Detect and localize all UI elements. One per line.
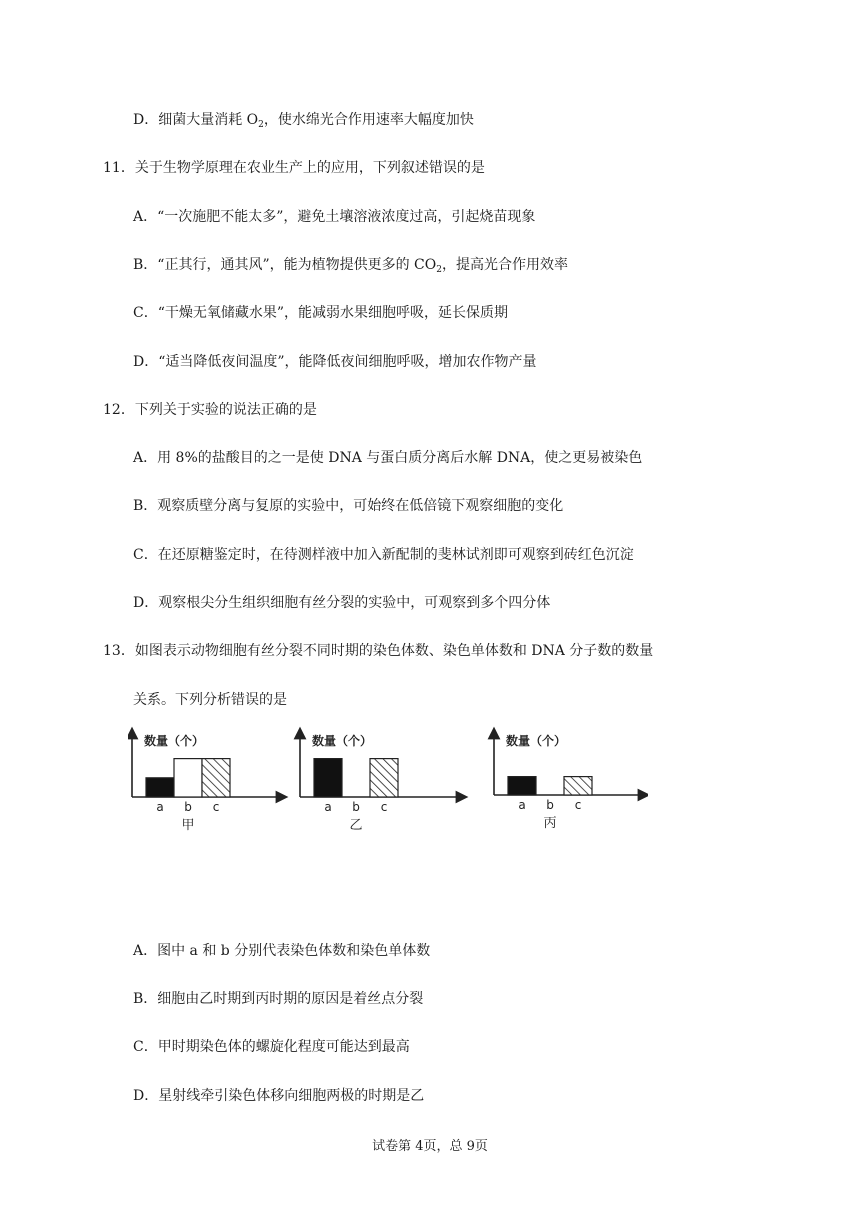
chart-3-ylabel: 数量（个） bbox=[506, 734, 567, 748]
q10-option-d: D．细菌大量消耗 $O_2$，使水绵光合作用速率大幅度加快 bbox=[133, 112, 474, 130]
q13-option-a: A．图中 a 和 b 分别代表染色体数和染色单体数 bbox=[133, 943, 431, 959]
chart-2-tick-a: a bbox=[324, 800, 332, 814]
q13-option-c: C．甲时期染色体的螺旋化程度可能达到最高 bbox=[133, 1039, 410, 1055]
chart-2-tick-b: b bbox=[352, 800, 360, 814]
page-footer: 试卷第 4页，总 9页 bbox=[372, 1139, 488, 1154]
chart-1-tick-c: c bbox=[212, 800, 220, 814]
q12-option-c: C．在还原糖鉴定时，在待测样液中加入新配制的斐林试剂即可观察到砖红色沉淀 bbox=[133, 547, 634, 563]
q12-stem: 12．下列关于实验的说法正确的是 bbox=[103, 402, 317, 418]
chart-1-bar-b bbox=[174, 759, 202, 797]
q12-option-b: B．观察质壁分离与复原的实验中，可始终在低倍镜下观察细胞的变化 bbox=[133, 498, 564, 514]
chart-2-bar-a bbox=[314, 759, 342, 797]
q11-stem: 11．关于生物学原理在农业生产上的应用，下列叙述错误的是 bbox=[103, 160, 485, 176]
q13-option-b: B．细胞由乙时期到丙时期的原因是着丝点分裂 bbox=[133, 991, 424, 1007]
chart-3-tick-a: a bbox=[518, 798, 526, 812]
chart-3-bar-a bbox=[508, 777, 536, 795]
chart-3-tick-c: c bbox=[574, 798, 582, 812]
q12-option-a: A．用 8%的盐酸目的之一是使 DNA 与蛋白质分离后水解 DNA，使之更易被染色 bbox=[133, 450, 643, 466]
chart-2-tick-c: c bbox=[380, 800, 388, 814]
chart-1-bar-a bbox=[146, 778, 174, 797]
q13-option-d: D．星射线牵引染色体移向细胞两极的时期是乙 bbox=[133, 1088, 425, 1104]
chart-2-ylabel: 数量（个） bbox=[312, 734, 373, 748]
q13-figure bbox=[128, 725, 648, 835]
chart-1-ylabel: 数量（个） bbox=[144, 734, 205, 748]
q11-option-d: D．“适当降低夜间温度”，能降低夜间细胞呼吸，增加农作物产量 bbox=[133, 354, 537, 370]
q13-stem-line1: 13．如图表示动物细胞有丝分裂不同时期的染色体数、染色单体数和 DNA 分子数的数量 bbox=[103, 643, 654, 659]
q13-stem-line2: 关系。下列分析错误的是 bbox=[133, 692, 287, 708]
chart-3-title: 丙 bbox=[543, 816, 557, 831]
chart-1-tick-b: b bbox=[184, 800, 192, 814]
q12-option-d: D．观察根尖分生组织细胞有丝分裂的实验中，可观察到多个四分体 bbox=[133, 595, 551, 611]
chart-3-tick-b: b bbox=[546, 798, 554, 812]
q11-option-a: A．“一次施肥不能太多”，避免土壤溶液浓度过高，引起烧苗现象 bbox=[133, 209, 536, 225]
chart-2-title: 乙 bbox=[349, 818, 363, 833]
bar-charts bbox=[128, 725, 648, 835]
chart-1-bar-c bbox=[202, 759, 230, 797]
chart-2-bar-c bbox=[370, 759, 398, 797]
chart-1-title: 甲 bbox=[181, 818, 195, 833]
chart-1-tick-a: a bbox=[156, 800, 164, 814]
q11-option-c: C．“干燥无氧储藏水果”，能减弱水果细胞呼吸，延长保质期 bbox=[133, 305, 509, 321]
chart-3-bar-c bbox=[564, 777, 592, 795]
q11-option-b: B．“正其行，通其风”，能为植物提供更多的 $CO_2$，提高光合作用效率 bbox=[133, 257, 568, 275]
